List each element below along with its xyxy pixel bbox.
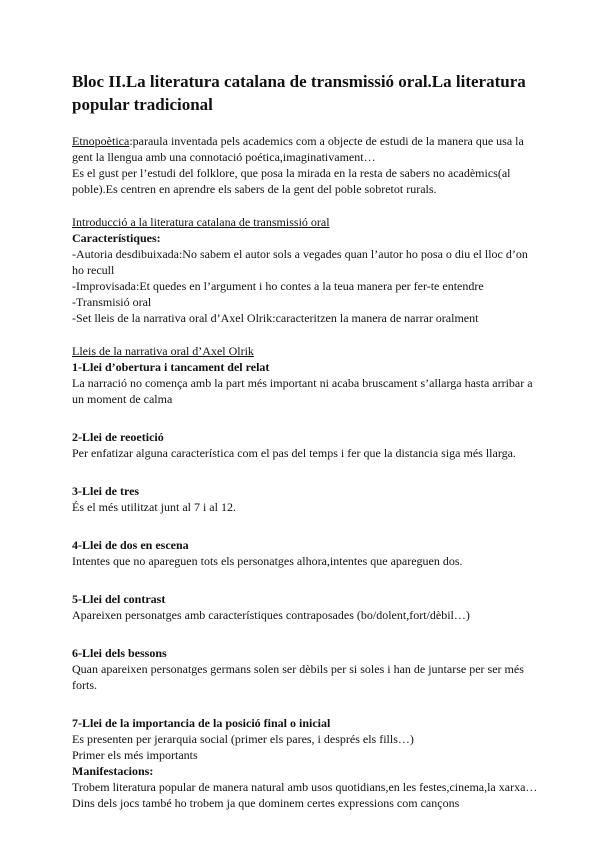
document-title: Bloc II.La literatura catalana de transmissió oral.La literatura popular tradicional (72, 72, 526, 114)
law-1-text: La narració no comença amb la part més important ni acaba bruscament s’allarga hasta arribar a un moment de calma (72, 376, 533, 406)
law-7-text-1: Es presenten per jerarquia social (primer els pares, i després els fills…) (72, 732, 414, 746)
characteristic-item: -Improvisada:Et quedes en l’argument i ho contes a la teua manera per fer-te entendre (72, 279, 484, 293)
manifestations-section (72, 763, 540, 811)
manifestations-label: Manifestacions: (72, 764, 154, 778)
document-body (72, 70, 540, 811)
etnopoetica-section (72, 133, 540, 197)
manifestations-text: Trobem literatura popular de manera natural amb usos quotidians,en les festes,cinema,la xarxa…Dins dels jocs també ho trobem ja que dominem certes expressions com cançons (72, 780, 538, 810)
characteristic-item: -Autoria desdibuixada:No sabem el autor sols a vegades quan l’autor ho posa o diu el lloc d’on ho recull (72, 247, 528, 277)
intro-section (72, 214, 540, 326)
law-2-text: Per enfatizar alguna característica com el pas del temps i fer que la distancia siga més llarga. (72, 446, 516, 460)
laws-heading: Lleis de la narrativa oral d’Axel Olrik (72, 344, 254, 358)
intro-heading: Introducció a la literatura catalana de transmissió oral (72, 215, 330, 229)
etnopoetica-line2: Es el gust per l’estudi del folklore, que posa la mirada en la resta de sabers no acadèmics(al poble).Es centren en aprendre els sabers de la gent del poble sobretot rurals. (72, 166, 511, 196)
law-1-title: 1-Llei d’obertura i tancament del relat (72, 360, 270, 374)
law-2-title: 2-Llei de reoetició (72, 430, 164, 444)
law-5-title: 5-Llei del contrast (72, 592, 166, 606)
characteristic-item: -Transmisió oral (72, 295, 152, 309)
etnopoetica-term: Etnopoètica (72, 134, 130, 148)
law-3-title: 3-Llei de tres (72, 484, 140, 498)
law-7-title: 7-Llei de la importancia de la posició final o inicial (72, 716, 331, 730)
law-4-text: Intentes que no apareguen tots els personatges alhora,intentes que apareguen dos. (72, 554, 463, 568)
law-7-text-2: Primer els més importants (72, 748, 198, 762)
law-5-text: Apareixen personatges amb característiques contraposades (bo/dolent,fort/dèbil…) (72, 608, 470, 622)
etnopoetica-definition (72, 133, 540, 165)
etnopoetica-def-text: :paraula inventada pels academics com a objecte de estudi de la manera que usa la gent la llengua amb una connotació poética,imaginativament… (72, 134, 524, 164)
characteristics-label: Característiques: (72, 231, 161, 245)
law-4-title: 4-Llei de dos en escena (72, 538, 189, 552)
law-6-title: 6-Llei dels bessons (72, 646, 167, 660)
law-6-text: Quan apareixen personatges germans solen ser dèbils per si soles i han de juntarse per ser més forts. (72, 662, 524, 692)
law-3-text: És el més utilitzat junt al 7 i al 12. (72, 500, 236, 514)
characteristic-item: -Set lleis de la narrativa oral d’Axel Olrik:caracteritzen la manera de narrar oralment (72, 311, 479, 325)
laws-section (72, 343, 540, 763)
